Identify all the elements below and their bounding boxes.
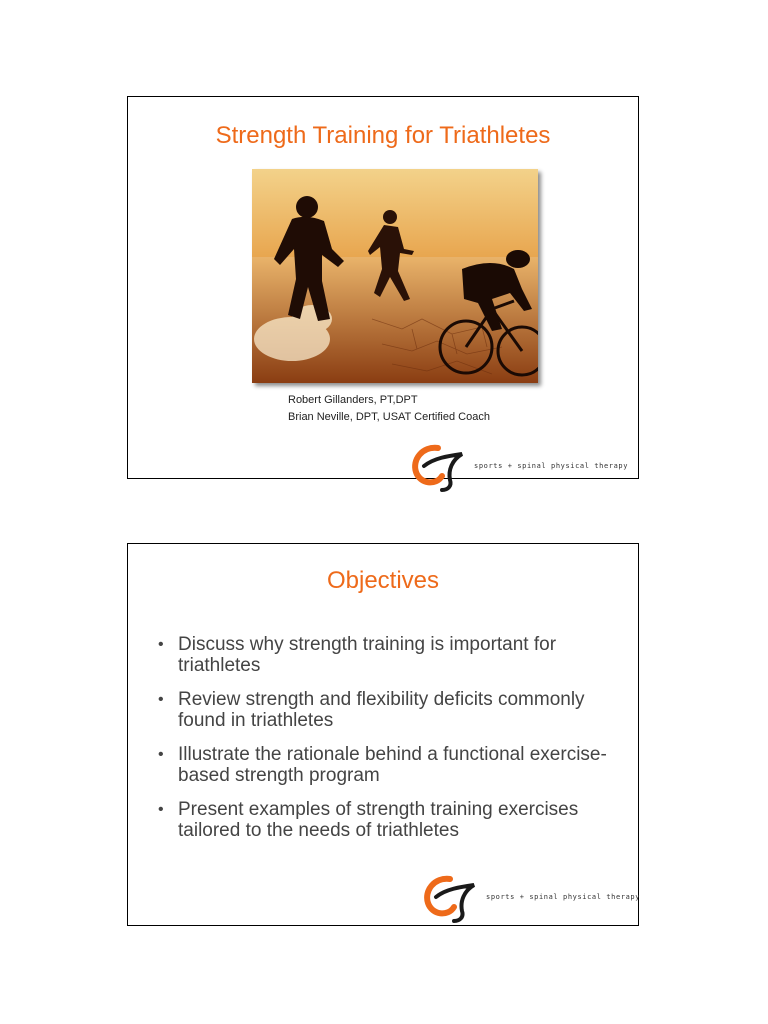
slide-title: Strength Training for Triathletes [215, 122, 551, 149]
objectives-list [156, 634, 621, 854]
slide-title: Objectives [326, 567, 440, 594]
bullet-text: Illustrate the rationale behind a functional exercise-based strength program [178, 744, 607, 786]
slide-objectives [127, 543, 639, 926]
author-name: Robert Gillanders, PT,DPT [288, 394, 418, 406]
company-logo [408, 440, 628, 492]
swirl-logo-icon [420, 871, 482, 923]
author-list [288, 392, 490, 426]
author-name: Brian Neville, DPT, USAT Certified Coach [288, 411, 490, 423]
list-item: • Discuss why strength training is important for triathletes [158, 634, 557, 676]
list-item: • Review strength and flexibility deficits commonly found in triathletes [158, 689, 585, 731]
bullet-text: Present examples of strength training exercises tailored to the needs of triathletes [178, 799, 579, 841]
slide-title-page [127, 96, 639, 479]
logo-text: sports + spinal physical therapy [486, 893, 641, 901]
triathlon-photo [252, 169, 538, 383]
logo-text: sports + spinal physical therapy [474, 462, 629, 470]
bullet-text: Discuss why strength training is important for triathletes [178, 634, 557, 676]
company-logo [420, 871, 640, 923]
bullet-text: Review strength and flexibility deficits commonly found in triathletes [178, 689, 585, 731]
list-item: • Illustrate the rationale behind a functional exercise-based strength program [158, 744, 607, 786]
list-item: • Present examples of strength training exercises tailored to the needs of triathletes [158, 799, 579, 841]
swirl-logo-icon [408, 440, 470, 492]
